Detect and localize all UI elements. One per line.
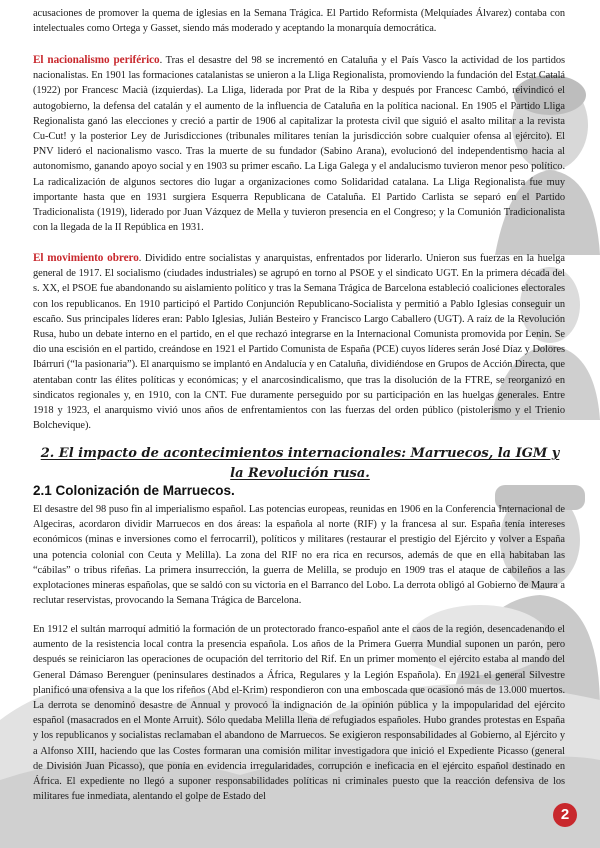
- page-number-badge: 2: [553, 803, 577, 827]
- intro-paragraph: [33, 6, 565, 36]
- obrero-title: El movimiento obrero: [33, 252, 139, 264]
- marruecos-paragraph-2: [33, 622, 565, 804]
- intro-text: acusaciones de promover la quema de iglesias en la Semana Trágica. El Partido Reformista (Melquíades Álvarez) contaba con intelectuales como Ortega y Gasset, siendo más moderado y aceptando la monarquía democrática.: [33, 8, 565, 35]
- marruecos-paragraph-1: [33, 502, 565, 608]
- marruecos-text-2: En 1912 el sultán marroquí admitió la formación de un protectorado franco-español ante el caos de la región, desencadenando el aumento de la resistencia local contra la presencia española. Los años de la Primera Guerra Mundial suponen un parón, pero después se reiniciaron las operaciones de ocupación del territorio del Rif. En un primer momento el ejército estaba al mando del General Dámaso Berenguer (peninsulares destinados a África, Regulares y la Legión Española). En 1921 el general Silvestre planificó una ofensiva a la que los rifeños (Abd el-Krim) respondieron con una emboscada que ocasionó más de 13.000 muertos. La derrota se denominó desastre de Annual y provocó la indignación de la opinión pública y la impopularidad del ejército español (masacrados en el Monte Arruit). Sólo quedaba Melilla llena de refugiados españoles. Hubo grandes protestas en España y los republicanos y socialistas reclamaban el abandono de Marruecos. Se exigieron responsabilidades al Gobierno, al Ejército y a Alfonso XIII, haciendo que las Costes formaran una comisión militar investigadora que inició el Expediente Picasso (general de División Juan Picasso), que ponía en evidencia irregularidades, corrupción e ineficacia en el ejército español destinado en África. El expediente no llegó a suponer responsabilidades políticas ni criminales puesto que la reacción defensiva de los militares fue inmediata, alentando el golpe de Estado del: [33, 624, 565, 803]
- nacionalismo-section: [33, 53, 565, 235]
- nacionalismo-title: El nacionalismo periférico: [33, 54, 160, 66]
- obrero-text: . Dividido entre socialistas y anarquistas, enfrentados por liderarlo. Unieron sus fuerzas en la huelga general de 1917. El socialismo (ciudades industriales) se agrupó en torno al PSOE y el sindicato UGT. En la primera década del s. XX, el PSOE fue abandonando su aislamiento político y tras la Semana Trágica de Barcelona estableció coaliciones electorales con los republicanos. En 1910 participó el Partido Conjunción Republicano-Socialista y permitió a Pablo Iglesias conseguir un escaño. Sus principales líderes eran: Pablo Iglesias, Julián Besteiro y Francisco Largo Caballero (UGT). A raíz de la Revolución Rusa, hubo un debate interno en el partido, en el que rechazó integrarse en la Internacional Comunista promovida por Lenin. Se dio una escisión en el partido, creándose en 1921 el Partido Comunista de España (PCE) cuyos líderes serán José Díaz y Dolores Ibárruri (“la pasionaria”). El anarquismo se implantó en Andalucía y en Cataluña, dividiéndose en Grupos de Acción Directa, que atentaban contr las élites políticas y económicas; y el anarcosindicalismo, que tras la disolución de la FTRE, se reorganizó en sindicatos regionales y, en 1910, con la CNT. Fue duramente perseguido por su participación en las huelgas generales. Entre 1918 y 1923, el anarquismo vivió unos años de enfrentamientos con las fuerzas del orden público (pistolerismo y el Trienio Bolchevique).: [33, 253, 565, 432]
- section-heading: 2. El impacto de acontecimientos internacionales: Marruecos, la IGM y la Revolución rusa.: [40, 446, 560, 481]
- marruecos-text-1: El desastre del 98 puso fin al imperialismo español. Las potencias europeas, reunidas en 1906 en la Conferencia Internacional de Algeciras, acordaron dividir Marruecos en dos áreas: la española al norte (RIF) y la francesa al sur. España tenía intereses económicos (minas e inversiones como el ferrocarril), políticos y militares (restaurar el prestigio del Ejército y volver a España una potencia colonial con Ceuta y Melilla). La zona del RIF no era rica en recursos, además de que en ella habitaban las “cábilas” o tribus rifeñas. La primera insurrección, la guerra de Melilla, se produjo en 1909 tras el ataque de cabileños a las explotaciones mineras españolas, que se saldó con su victoria en el Barranco del Lobo. La derrota obligó al Gobierno de Maura a reclutar reservistas, provocando la Semana Trágica de Barcelona.: [33, 504, 565, 607]
- nacionalismo-text: . Tras el desastre del 98 se incrementó en Cataluña y el País Vasco la actividad de los partidos nacionalistas. En 1901 las formaciones catalanistas se unieron a la Lliga Regionalista, promoviendo la fundación del Estat Catalá (1922) por Francesc Macià (izquierdas). La Lliga, liderada por Prat de la Riba y después por Francesc Cambó, reivindicó el autogobierno, la defensa del catalán y el aumento de la influencia de Cataluña en la política nacional. En 1905 el Partido Lliga Regionalista ganó las elecciones y creció a partir de 1906 al capitalizar la protesta civil que siguió el asalto militar a la revista Cu-Cut! y la posterior Ley de Jurisdicciones (tribunales militares tenían la jurisdicción sobre cualquier ofensa al ejército). El PNV lideró el nacionalismo vasco. Tras la muerte de su fundador (Sabino Arana), evolucionó del independentismo hacia al autonomismo, ganando apoyo social y en 1903 su primer escaño. La Liga Galega y el andalucismo tuvieron menor peso político. La radicalización de algunos sectores dio lugar a organizaciones como Solidaridad catalana. La Lliga Regionalista fue muy importante hasta que en 1931 surgiera Esquerra Republicana de Cataluña. El Partido Carlista se separó en el Partido Tradicionalista (1919), liderado por Juan Vázquez de Mella y tuvieron presencia en el Congreso; y la Comunión Tradicionalista con la llegada de la II República en 1931.: [33, 55, 566, 234]
- subsection-heading: 2.1 Colonización de Marruecos.: [33, 483, 235, 498]
- obrero-section: [33, 251, 565, 433]
